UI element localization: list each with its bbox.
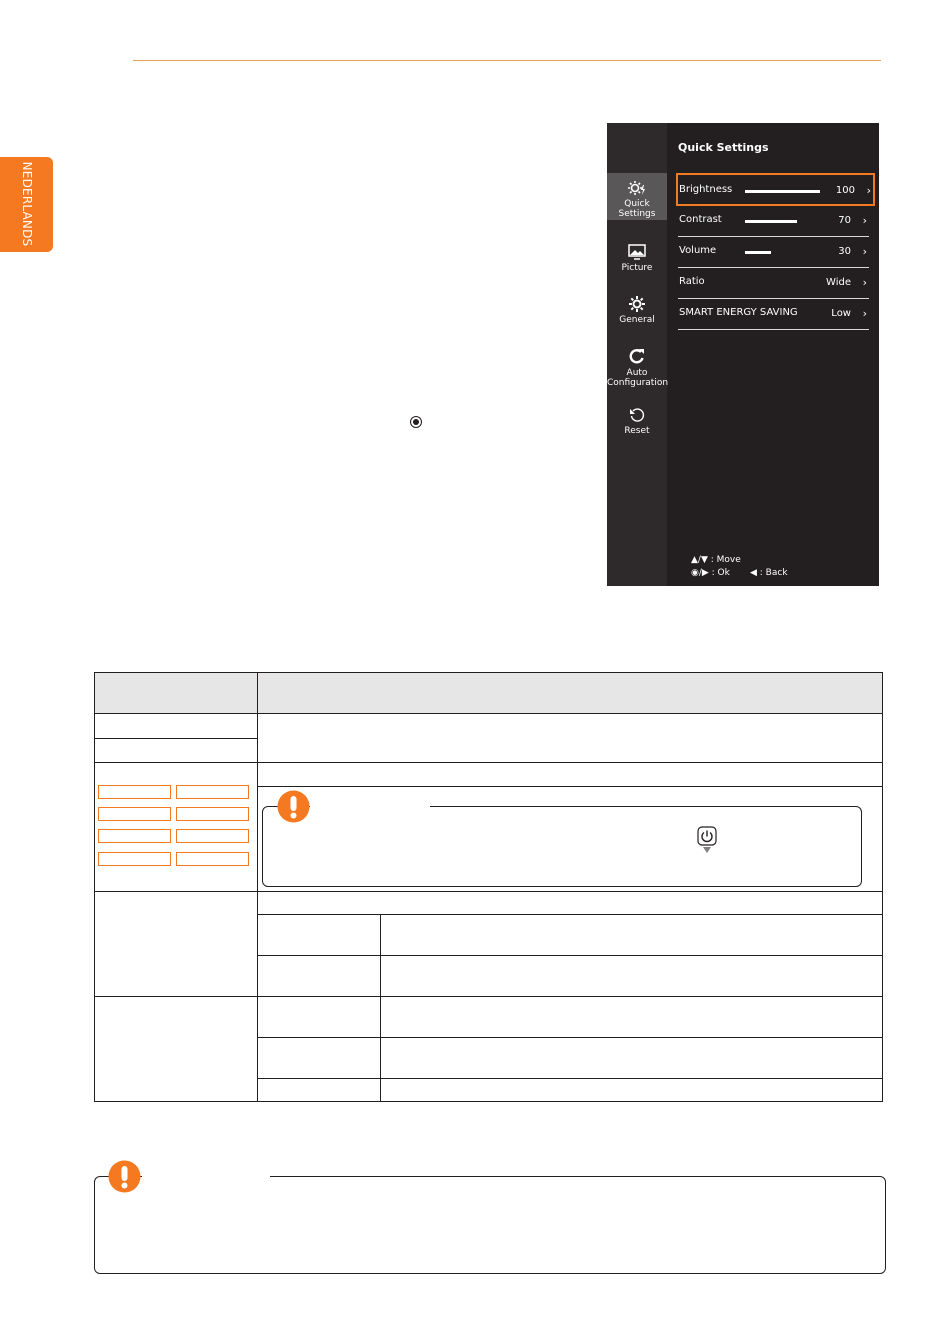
mode-box bbox=[98, 829, 171, 843]
mode-box bbox=[176, 785, 249, 799]
bottom-caution-box bbox=[94, 1176, 886, 1274]
language-tab-label: NEDERLANDS bbox=[20, 161, 34, 247]
caution-box bbox=[262, 806, 862, 887]
osd-row-value: 30 bbox=[838, 246, 851, 257]
osd-nav-auto-configuration[interactable] bbox=[607, 348, 667, 388]
osd-nav-label: Reset bbox=[624, 426, 650, 436]
osd-nav-label: Settings bbox=[618, 209, 656, 219]
chevron-right-icon: › bbox=[862, 245, 867, 258]
mode-box bbox=[98, 807, 171, 821]
osd-row-value: Wide bbox=[826, 277, 851, 288]
osd-help-back: ◀ : Back bbox=[750, 568, 788, 578]
table-rule bbox=[94, 891, 883, 892]
osd-nav-picture[interactable] bbox=[607, 243, 667, 273]
language-tab bbox=[0, 157, 53, 252]
table-rule bbox=[94, 738, 258, 739]
table-rule bbox=[94, 1101, 883, 1102]
mode-box bbox=[98, 852, 171, 866]
top-rule bbox=[133, 60, 881, 61]
caution-icon bbox=[108, 1160, 141, 1193]
caution-rule-gap bbox=[142, 1176, 270, 1177]
table-header-row bbox=[94, 672, 882, 713]
osd-row-value: Low bbox=[831, 308, 851, 319]
quick-settings-icon bbox=[627, 179, 647, 197]
table-rule bbox=[258, 914, 883, 915]
chevron-right-icon: › bbox=[862, 307, 867, 320]
osd-menu bbox=[607, 123, 879, 586]
table-rule bbox=[258, 786, 883, 787]
osd-nav-label: Picture bbox=[621, 263, 653, 273]
table-rule bbox=[258, 955, 883, 956]
osd-row-ratio[interactable] bbox=[678, 267, 869, 299]
osd-row-label: Volume bbox=[679, 245, 717, 256]
mode-box bbox=[176, 829, 249, 843]
osd-help-move: ▲/▼ : Move bbox=[691, 555, 741, 565]
reset-icon bbox=[627, 406, 647, 424]
table-rule bbox=[94, 762, 883, 763]
table-rule bbox=[94, 672, 95, 1102]
contrast-level-bar bbox=[745, 220, 797, 223]
power-button-icon bbox=[697, 826, 717, 854]
osd-sidebar bbox=[607, 123, 667, 586]
osd-row-label: SMART ENERGY SAVING bbox=[679, 307, 798, 318]
joystick-button-icon bbox=[409, 415, 423, 429]
osd-nav-label: Quick bbox=[624, 199, 650, 209]
auto-configuration-icon bbox=[627, 348, 647, 366]
osd-nav-label: Configuration bbox=[607, 378, 669, 388]
osd-nav-label: General bbox=[619, 315, 655, 325]
caution-icon bbox=[277, 790, 310, 823]
table-rule bbox=[258, 1037, 883, 1038]
chevron-right-icon: › bbox=[862, 214, 867, 227]
general-icon bbox=[627, 295, 647, 313]
table-rule bbox=[380, 996, 381, 1102]
brightness-level-bar bbox=[745, 190, 820, 193]
osd-row-value: 100 bbox=[835, 185, 855, 196]
table-rule bbox=[94, 713, 883, 714]
osd-nav-reset[interactable] bbox=[607, 406, 667, 436]
osd-row-label: Brightness bbox=[679, 184, 733, 195]
osd-row-volume[interactable] bbox=[678, 236, 869, 268]
osd-row-value: 70 bbox=[838, 215, 851, 226]
mode-box bbox=[98, 785, 171, 799]
osd-row-contrast[interactable] bbox=[678, 205, 869, 237]
osd-row-label: Ratio bbox=[679, 276, 705, 287]
osd-help-ok: ◉/▶ : Ok bbox=[691, 568, 730, 578]
volume-level-bar bbox=[745, 251, 771, 254]
caution-rule-gap bbox=[310, 806, 430, 807]
chevron-right-icon: › bbox=[862, 276, 867, 289]
table-rule bbox=[94, 672, 883, 673]
mode-box bbox=[176, 852, 249, 866]
mode-box bbox=[176, 807, 249, 821]
picture-icon bbox=[627, 243, 647, 261]
osd-row-brightness[interactable] bbox=[676, 173, 875, 206]
osd-row-smart-energy-saving[interactable] bbox=[678, 298, 869, 330]
osd-nav-quick-settings[interactable] bbox=[607, 173, 667, 220]
table-rule bbox=[380, 914, 381, 997]
table-rule bbox=[258, 1078, 883, 1079]
osd-nav-general[interactable] bbox=[607, 295, 667, 325]
osd-title: Quick Settings bbox=[678, 141, 769, 154]
osd-row-label: Contrast bbox=[679, 214, 722, 225]
chevron-right-icon: › bbox=[866, 184, 871, 197]
osd-nav-label: Auto bbox=[626, 368, 648, 378]
table-rule bbox=[94, 996, 883, 997]
